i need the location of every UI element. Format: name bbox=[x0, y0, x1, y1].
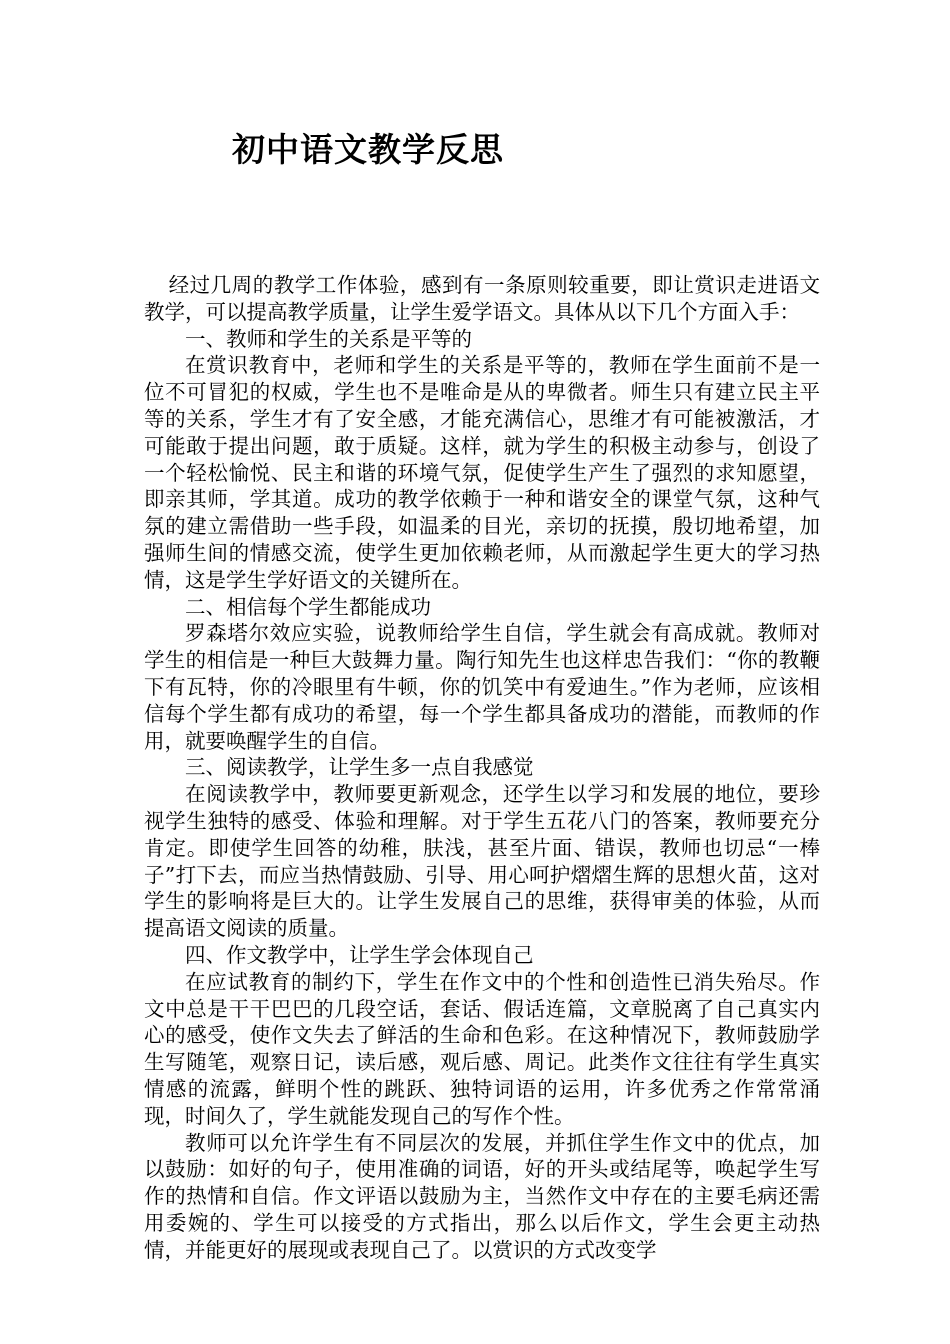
paragraph: 教师可以允许学生有不同层次的发展，并抓住学生作文中的优点，加以鼓励：如好的句子，使用准确的词语，好的开头或结尾等，唤起学生写作的热情和自信。作文评语以鼓励为主，当然作文中存在的主要毛病还需用委婉的、学生可以接受的方式指出，那么以后作文，学生会更主动热情，并能更好的展现或表现自己了。以赏识的方式改变学 bbox=[144, 1130, 820, 1262]
paragraph-intro: 经过几周的教学工作体验，感到有一条原则较重要，即让赏识走进语文教学，可以提高教学质量，让学生爱学语文。具体从以下几个方面入手： bbox=[144, 273, 820, 324]
document-body bbox=[144, 272, 820, 1263]
paragraph: 在阅读教学中，教师要更新观念，还学生以学习和发展的地位，要珍视学生独特的感受、体验和理解。对于学生五花八门的答案，教师要充分肯定。即使学生回答的幼稚，肤浅，甚至片面、错误，教师也切忌“一棒子”打下去，而应当热情鼓励、引导、用心呵护熠熠生辉的思想火苗，这对学生的影响将是巨大的。让学生发展自己的思维，获得审美的体验，从而提高语文阅读的质量。 bbox=[144, 782, 820, 941]
section-heading-2: 二、相信每个学生都能成功 bbox=[185, 594, 431, 619]
section-heading-4: 四、作文教学中，让学生学会体现自己 bbox=[185, 942, 534, 967]
section-heading-1: 一、教师和学生的关系是平等的 bbox=[185, 326, 472, 351]
paragraph: 罗森塔尔效应实验，说教师给学生自信，学生就会有高成就。教师对学生的相信是一种巨大鼓舞力量。陶行知先生也这样忠告我们：“你的教鞭下有瓦特，你的冷眼里有牛顿，你的饥笑中有爱迪生。”作为老师，应该相信每个学生都有成功的希望，每一个学生都具备成功的潜能，而教师的作用，就要唤醒学生的自信。 bbox=[144, 621, 820, 753]
section-heading-3: 三、阅读教学，让学生多一点自我感觉 bbox=[185, 755, 534, 780]
paragraph: 在应试教育的制约下，学生在作文中的个性和创造性已消失殆尽。作文中总是干干巴巴的几段空话，套话、假话连篇，文章脱离了自己真实内心的感受，使作文失去了鲜活的生命和色彩。在这种情况下，教师鼓励学生写随笔，观察日记，读后感，观后感、周记。此类作文往往有学生真实情感的流露，鲜明个性的跳跃、独特词语的运用，许多优秀之作常常涌现，时间久了，学生就能发现自己的写作个性。 bbox=[144, 969, 820, 1128]
paragraph: 在赏识教育中，老师和学生的关系是平等的，教师在学生面前不是一位不可冒犯的权威，学生也不是唯命是从的卑微者。师生只有建立民主平等的关系，学生才有了安全感，才能充满信心，思维才有可能被激活，才可能敢于提出问题，敢于质疑。这样，就为学生的积极主动参与，创设了一个轻松愉悦、民主和谐的环境气氛，促使学生产生了强烈的求知愿望，即亲其师，学其道。成功的教学依赖于一种和谐安全的课堂气氛，这种气氛的建立需借助一些手段，如温柔的目光，亲切的抚摸，殷切地希望，加强师生间的情感交流，使学生更加依赖老师，从而激起学生更大的学习热情，这是学生学好语文的关键所在。 bbox=[144, 353, 820, 592]
page-title: 初中语文教学反思 bbox=[232, 130, 504, 169]
